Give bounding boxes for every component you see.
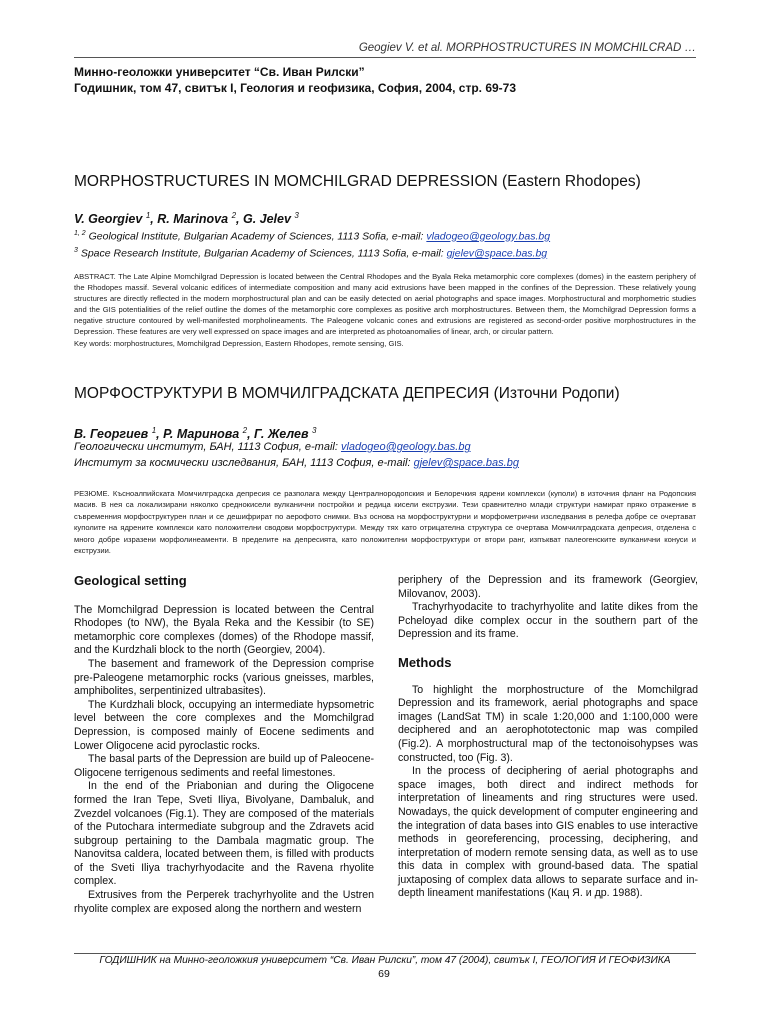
journal-line-2: Годишник, том 47, свитък I, Геология и геофизика, София, 2004, стр. 69-73 [74,81,517,95]
email-link-1[interactable]: vladogeo@geology.bas.bg [426,230,551,243]
body-paragraph: The basal parts of the Depression are build up of Paleocene-Oligocene terrigenous sediments and reefal limestones. [74,753,374,779]
author-1-sup: 1 [145,211,151,220]
affiliation-1-sup: 1, 2 [74,230,86,237]
right-column [398,574,698,901]
affiliation-2 [74,244,714,261]
author-2-sup: 2 [231,211,237,220]
body-paragraph: In the end of the Priabonian and during the Oligocene formed the Iran Tepe, Sveti Iliya, Bivolyane, Dambaluk, and Zvezdel volcanoes (Fig.1). They are composed of the materials of the Putochara intermediate subgroup and the Zdravets acid subgroup pertaining to the Dambala magmatic group. The Nanovitsa caldera, located between them, is filled with products of the Sveti Iliya trachyrhyodacite and the Ravena rhyolite complex. [74,780,374,888]
journal-line-1: Минно-геоложки университет “Св. Иван Рилски” [74,65,365,79]
body-paragraph: The Momchilgrad Depression is located between the Central Rhodopes (to NW), the Byala Reka and the Kessibir (to SE) metamorphic core complexes (domes) of the Rhodope massif, and the Kurdzhali block to the north (Georgiev, 2004). [74,603,374,657]
abstract-english [74,271,696,349]
title-english [74,173,714,191]
affiliation-bg-1 [74,439,714,455]
running-header: Geogiev V. et al. MORPHOSTRUCTURES IN MOMCHILCRAD … [74,42,696,58]
author-bg-3-sup: 3 [312,426,317,435]
title-english-main: MORPHOSTRUCTURES IN MOMCHILGRAD DEPRESSION [74,173,498,190]
email-link-bg-1[interactable]: vladogeo@geology.bas.bg [340,441,471,453]
author-2: R. Marinova [157,212,229,227]
abstract-bulgarian [74,488,696,556]
email-link-bg-2[interactable]: gjelev@space.bas.bg [413,457,519,469]
page-number: 69 [378,968,390,980]
affiliations-bulgarian [74,439,714,471]
body-paragraph: To highlight the morphostructure of the Momchilgrad Depression and its framework, aerial photographs and space images (LandSat TM) in scale 1:20,000 and 1:100,000 were deciphered and an aerophototectonic map was compiled (Fig.2). A morphostructural map of the tectonoisohypses was constructed, too (Fig. 3). [398,683,698,764]
author-bg-3: Г. Желев [254,427,309,442]
author-bg-2: Р. Маринова [163,427,240,442]
affiliation-bg-1-text: Геологически институт, БАН, 1113 София, e-mail: [74,441,338,453]
keywords: Key words: morphostructures, Momchilgrad Depression, Eastern Rhodopes, remote sensing, GIS. [74,338,404,348]
author-3: G. Jelev [242,212,291,227]
body-paragraph: periphery of the Depression and its framework (Georgiev, Milovanov, 2003). [398,574,698,600]
title-bulgarian-main: МОРФОСТРУКТУРИ В МОМЧИЛГРАДСКАТА ДЕПРЕСИЯ [74,385,490,402]
heading-methods: Methods [398,654,452,670]
abstract-bulgarian-text: РЕЗЮМЕ. Късноалпийската Момчилградска депресия се разполага между Централнородопския и Белоречкия ядрени комплекси (куполи) в източния фланг на Родопския масив. В нея са локализирани няколко среднокисели вулканични постройки и редица кисели екструзии. Тези сравнително млади структури намират пряко отражение в съвременния морфоструктурен план и се дешифрират по аерофото снимки. Въз основа на морфоструктурни и морфометрични изследвания в релефа добре се очертават куполите на ядрените комплекси като положителни сводови морфоструктури. Между тях като отрицателна структура се очертава Момчилградската депресия, отделена с много добре изразени морфолинеаменти. В пределите на депресията, като положителни морфоструктури от втори ранг, изпъкват палеогенските вулканични конуси и екструзии. [74,489,696,556]
affiliation-bg-2-text: Институт за космически изследвания, БАН, 1113 София, e-mail: [74,457,411,469]
title-bulgarian [74,385,714,403]
authors-bulgarian: В. Георгиев $^1$, Р. Маринова $^2$, Г. Желев $^3$ [74,426,317,442]
affiliation-1-text: Geological Institute, Bulgarian Academy of Sciences, 1113 Sofia, e-mail: [88,230,424,243]
body-paragraph: In the process of deciphering of aerial photographs and space images, both direct and indirect methods for interpretation of lineaments and ring structures were used. Nowadays, the quick development of computer engineering and the integration of data bases into GIS enables to use interactive methods in georeferencing, processing, deciphering, and interpretation of modern remote sensing data, as well as to use this data in complex with ground-based data. The spatial juxtaposing of complex data allows to separate surface and in-depth lineament manifestations (Кац Я. и др. 1988). [398,765,698,900]
footer: ГОДИШНИК на Минно-геоложкия университет “Св. Иван Рилски”, том 47 (2004), свитък I, ГЕОЛОГИЯ И ГЕОФИЗИКА [74,953,696,966]
body-paragraph: Trachyrhyodacite to trachyrhyolite and latite dikes from the Pcheloyad dike complex occur in the southern part of the Depression and its frame. [398,601,698,641]
affiliation-bg-2 [74,455,714,471]
body-paragraph: The basement and framework of the Depression comprise pre-Paleogene metamorphic rocks (various gneisses, marbles, amphibolites, serpentinized ultrabasites). [74,657,374,698]
body-paragraph: Extrusives from the Perperek trachyrhyolite and the Ustren rhyolite complex are exposed along the northern and western [74,889,374,915]
author-bg-1-sup: 1 [151,426,157,435]
authors-english: V. Georgiev $^1$, R. Marinova $^2$, G. Jelev $^3$ [74,211,299,227]
author-bg-1: В. Георгиев [74,427,149,442]
affiliation-2-sup: 3 [74,247,78,254]
title-bulgarian-sub: (Източни Родопи) [493,385,620,402]
affiliation-1 [74,227,714,244]
left-column [74,574,374,916]
abstract-english-text: ABSTRACT. The Late Alpine Momchilgrad Depression is located between the Central Rhodopes and the Byala Reka metamorphic core complexes (domes) in the eastern periphery of the Rhodopes massif. Several volcanic edifices of intermediate composition and many acid extrusions have been mapped in the confines of the Depression. These relatively young structures are directly reflected in the modern morphostructural plan and can be easily detected on aerial photographs and space images. Morphostructural and morphometric studies and the GIS potentialities of the relief outline the domes of the metamorphic core complexes as positive arch morphostructures. Between them, the Momchilgrad Depression forms a negative structure contoured by well-manifested morpholineaments. The Paleogene volcanic cones and extrusions are registered as second-order positive morphostructures in the Depression. These features are very well expressed on space images and are interpreted as photoanomalies of linear, arch, or circular pattern. [74,272,696,337]
affiliation-2-text: Space Research Institute, Bulgarian Academy of Sciences, 1113 Sofia, e-mail: [80,247,444,260]
body-paragraph: The Kurdzhali block, occupying an intermediate hypsometric level between the core complexes and the Momchilgrad Depression, is composed mainly of Eocene sediments and Lower Oligocene acid pyroclastic rocks. [74,698,374,752]
title-english-sub: (Eastern Rhodopes) [502,173,641,190]
heading-geological-setting: Geological setting [74,573,187,588]
journal-info [74,64,714,96]
affiliations-english [74,227,714,261]
email-link-2[interactable]: gjelev@space.bas.bg [446,247,548,260]
author-bg-2-sup: 2 [242,426,248,435]
author-1: V. Georgiev [74,212,143,227]
author-3-sup: 3 [294,211,299,220]
